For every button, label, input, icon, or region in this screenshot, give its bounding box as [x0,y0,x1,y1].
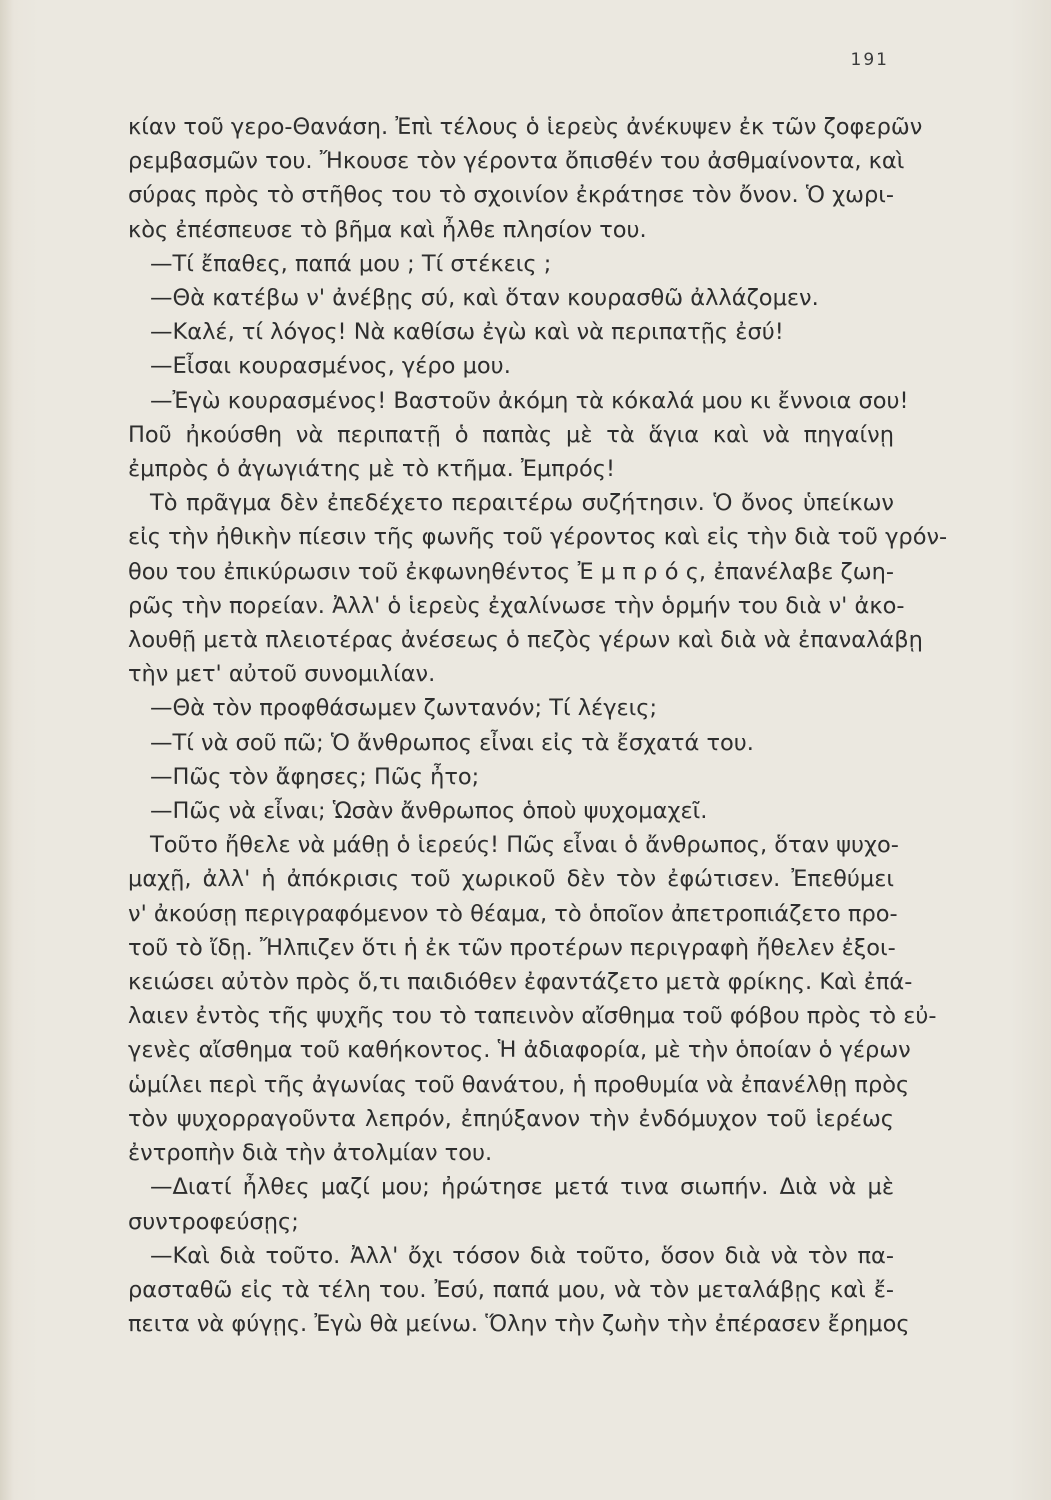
text-line: —Τί νὰ σοῦ πῶ; Ὁ ἄνθρωπος εἶναι εἰς τὰ ἔσχατά του. [150,729,754,756]
text-line: —Εἶσαι κουρασμένος, γέρο μου. [150,353,511,380]
text-line: λαιεν ἐντὸς τῆς ψυχῆς του τὸ ταπεινὸν αἴσθημα τοῦ φόβου πρὸς τὸ εὐ- [128,1003,937,1030]
text-line: σύρας πρὸς τὸ στῆθος του τὸ σχοινίον ἐκράτησε τὸν ὄνον. Ὁ χωρι- [128,182,894,209]
text-line: —Θὰ τὸν προφθάσωμεν ζωντανόν; Τί λέγεις; [150,695,658,722]
text-line: τοῦ τὸ ἴδῃ. Ἤλπιζεν ὅτι ἡ ἐκ τῶν προτέρων περιγραφὴ ἤθελεν ἐξοι- [128,934,896,961]
text-line: —Ἐγὼ κουρασμένος! Βαστοῦν ἀκόμη τὰ κόκαλά μου κι ἔννοια σου! [150,387,909,414]
text-line: τὸν ψυχορραγοῦντα λεπρόν, ἐπηύξανον τὴν ἐνδόμυχον τοῦ ἱερέως [128,1105,894,1132]
text-line: ρῶς τὴν πορείαν. Ἀλλ' ὁ ἱερεὺς ἐχαλίνωσε τὴν ὁρμήν του διὰ ν' ἀκο- [128,592,905,619]
text-line: κειώσει αὐτὸν πρὸς ὅ,τι παιδιόθεν ἐφαντάζετο μετὰ φρίκης. Καὶ ἐπά- [128,969,913,996]
text-line: μαχῇ, ἀλλ' ἡ ἀπόκρισις τοῦ χωρικοῦ δὲν τὸν ἐφώτισεν. Ἐπεθύμει [128,866,894,893]
text-line: ν' ἀκούσῃ περιγραφόμενον τὸ θέαμα, τὸ ὁποῖον ἀπετροπιάζετο προ- [128,900,898,927]
text-line: —Διατί ἦλθες μαζί μου; ἠρώτησε μετά τινα σιωπήν. Διὰ νὰ μὲ [150,1174,894,1201]
text-line: Τὸ πρᾶγμα δὲν ἐπεδέχετο περαιτέρω συζήτησιν. Ὁ ὄνος ὑπείκων [150,490,894,517]
text-line: Ποῦ ἠκούσθη νὰ περιπατῇ ὁ παπὰς μὲ τὰ ἅγια καὶ νὰ πηγαίνῃ [128,421,894,448]
text-line: κὸς ἐπέσπευσε τὸ βῆμα καὶ ἦλθε πλησίον του. [128,216,647,243]
text-line: ρεμβασμῶν του. Ἤκουσε τὸν γέροντα ὄπισθέν του ἀσθμαίνοντα, καὶ [128,148,905,175]
text-line: τὴν μετ' αὐτοῦ συνομιλίαν. [128,661,436,688]
body-text [128,110,948,1341]
text-line: ἐμπρὸς ὁ ἀγωγιάτης μὲ τὸ κτῆμα. Ἐμπρός! [128,456,616,483]
text-line: ἐντροπὴν διὰ τὴν ἀτολμίαν του. [128,1140,493,1167]
text-line: λουθῇ μετὰ πλειοτέρας ἀνέσεως ὁ πεζὸς γέρων καὶ διὰ νὰ ἐπαναλάβῃ [128,627,923,654]
text-line: γενὲς αἴσθημα τοῦ καθήκοντος. Ἡ ἀδιαφορία, μὲ τὴν ὁποίαν ὁ γέρων [128,1037,911,1064]
text-line: συντροφεύσῃς; [128,1208,299,1235]
text-line: κίαν τοῦ γερο-Θανάση. Ἐπὶ τέλους ὁ ἱερεὺς ἀνέκυψεν ἐκ τῶν ζοφερῶν [128,114,923,140]
text-line: εἰς τὴν ἠθικὴν πίεσιν τῆς φωνῆς τοῦ γέροντος καὶ εἰς τὴν διὰ τοῦ γρόν- [128,524,948,551]
text-line: —Θὰ κατέβω ν' ἀνέβῃς σύ, καὶ ὅταν κουρασθῶ ἀλλάζομεν. [150,285,819,312]
text-line: —Καὶ διὰ τοῦτο. Ἀλλ' ὄχι τόσον διὰ τοῦτο, ὅσον διὰ νὰ τὸν πα- [150,1242,894,1269]
text-line: —Πῶς τὸν ἄφησες; Πῶς ἦτο; [150,763,480,790]
text-line: —Καλέ, τί λόγος! Νὰ καθίσω ἐγὼ καὶ νὰ περιπατῇς ἐσύ! [150,319,784,346]
text-line: Τοῦτο ἤθελε νὰ μάθῃ ὁ ἱερεύς! Πῶς εἶναι ὁ ἄνθρωπος, ὅταν ψυχο- [150,832,899,859]
text-line: πειτα νὰ φύγῃς. Ἐγὼ θὰ μείνω. Ὅλην τὴν ζωὴν τὴν ἐπέρασεν ἔρημος [128,1311,910,1338]
text-line: —Τί ἔπαθες, παπά μου ; Τί στέκεις ; [150,250,552,277]
text-line: θου του ἐπικύρωσιν τοῦ ἐκφωνηθέντος Ἐ μ π ρ ό ς, ἐπανέλαβε ζωη- [128,558,894,585]
text-line: ὡμίλει περὶ τῆς ἀγωνίας τοῦ θανάτου, ἡ προθυμία νὰ ἐπανέλθῃ πρὸς [128,1071,910,1098]
text-line: —Πῶς νὰ εἶναι; Ὡσὰν ἄνθρωπος ὁποὺ ψυχομαχεῖ. [150,798,708,825]
text-line: ρασταθῶ εἰς τὰ τέλη του. Ἐσύ, παπά μου, νὰ τὸν μεταλάβῃς καὶ ἔ- [128,1276,894,1303]
page-number: 191 [850,50,889,70]
